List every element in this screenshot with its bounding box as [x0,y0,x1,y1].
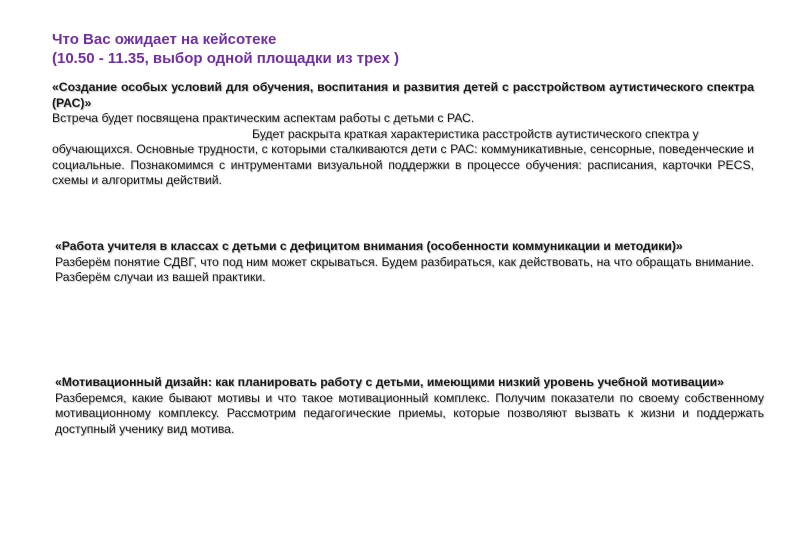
page-title [52,30,399,68]
session-asd-characteristic: Будет раскрыта краткая характеристика расстройств аутистического спектра у [252,126,699,141]
session-asd [52,80,754,189]
session-motivation-title: «Мотивационный дизайн: как планировать работу с детьми, имеющими низкий уровень учебной мотивации» [55,375,724,389]
session-motivation [55,375,764,437]
session-asd-description: обучающихся. Основные трудности, с которыми сталкиваются дети с РАС: коммуникативные, сенсорные, поведенческие и социальные. Познакомимся с интрументами визуальной поддержки в процессе обучения: расписания, карточки PECS, схемы и алгоритмы действий. [52,142,754,187]
session-asd-title: «Создание особых условий для обучения, воспитания и развития детей с расстройством аутистического спектра (РАС)» [52,80,754,110]
session-adhd [55,239,754,286]
title-line-1: Что Вас ожидает на кейсотеке [52,31,277,48]
session-adhd-title: «Работа учителя в классах с детьми с дефицитом внимания (особенности коммуникации и методики)» [55,239,683,253]
title-line-2: (10.50 - 11.35, выбор одной площадки из трех ) [52,50,399,67]
session-adhd-description: Разберём понятие СДВГ, что под ним может скрываться. Будем разбираться, как действовать, на что обращать внимание. Разберём случаи из вашей практики. [55,254,754,284]
session-asd-intro: Встреча будет посвящена практическим аспектам работы с детьми с РАС. [52,111,475,125]
session-motivation-description: Разберемся, какие бывают мотивы и что такое мотивационный комплекс. Получим показатели по своему собственному мотивационному комплексу. Рассмотрим педагогические приемы, которые позволяют вызвать к жизни и поддержать доступный ученику вид мотива. [55,390,764,436]
